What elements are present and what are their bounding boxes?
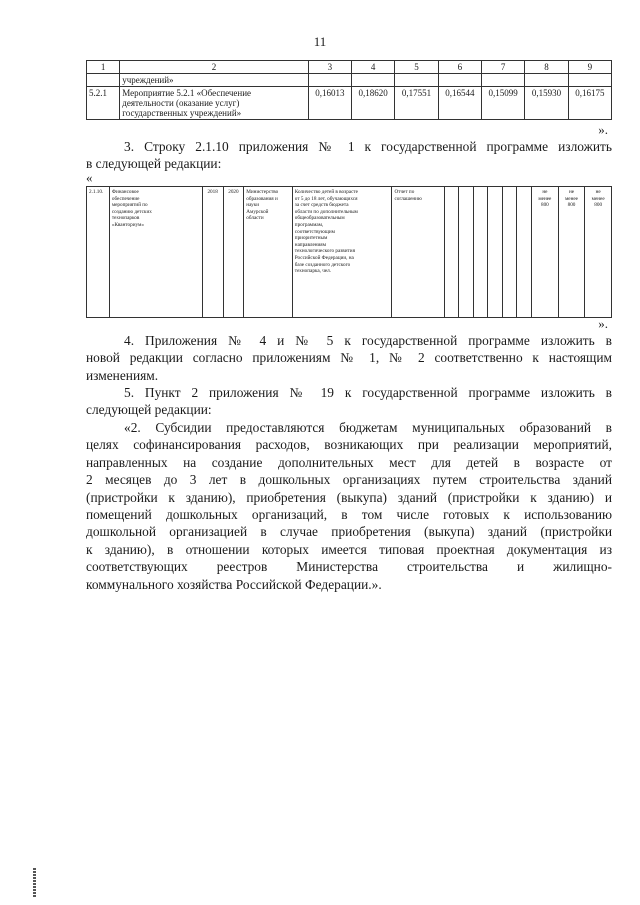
- value-cell: 0,18620: [352, 87, 395, 120]
- paragraph-3: 3. Строку 2.1.10 приложения № 1 к государственной программе изложить в следующей редакции:: [86, 139, 612, 172]
- opening-quote: «: [86, 170, 93, 185]
- header-cell: 6: [438, 61, 481, 74]
- header-cell: 1: [87, 61, 120, 74]
- year-end: 2020: [223, 187, 244, 318]
- target-value: не менее 800: [585, 187, 612, 318]
- paragraph-5: 5. Пункт 2 приложения № 19 к государственной программе изложить в следующей редакции:: [86, 385, 612, 418]
- program-row-table: [86, 186, 612, 318]
- header-cell: 7: [481, 61, 524, 74]
- header-cell: 9: [568, 61, 611, 74]
- header-cell: 3: [308, 61, 351, 74]
- target-value: не менее 800: [532, 187, 559, 318]
- value-cell: 0,16175: [568, 87, 611, 120]
- header-cell: 5: [395, 61, 438, 74]
- table-row: [87, 74, 612, 87]
- value-cell: 0,17551: [395, 87, 438, 120]
- value-cell: 0,15930: [525, 87, 568, 120]
- row-id: 5.2.1: [87, 87, 120, 120]
- row-id: 2.1.10.: [87, 187, 110, 318]
- indicator: Количество детей в возрасте от 5 до 18 лет, обучающихся за счет средств бюджета области по дополнительным общеобразовательным программам, соответствующим приоритетным направлениям технологического развития Российской Федерации, на базе созданного детского технопарка, чел.: [292, 187, 392, 318]
- paragraph-4: 4. Приложения № 4 и № 5 к государственной программе изложить в новой редакции согласно приложениям № 1, № 2 соответственно к настоящим изменениям.: [86, 333, 612, 383]
- table-row: [87, 187, 612, 318]
- value-cell: 0,16544: [438, 87, 481, 120]
- row-name: Мероприятие 5.2.1 «Обеспечение деятельности (оказание услуг) государственных учреждений»: [120, 87, 308, 120]
- closing-quote: ».: [598, 122, 608, 137]
- continuation-text: учреждений»: [120, 74, 308, 87]
- closing-quote: ».: [598, 316, 608, 331]
- header-cell: 8: [525, 61, 568, 74]
- scan-margin-mark: [33, 868, 36, 898]
- header-cell: 4: [352, 61, 395, 74]
- value-cell: 0,16013: [308, 87, 351, 120]
- year-start: 2018: [202, 187, 223, 318]
- funding-table: [86, 60, 612, 120]
- table-row: [87, 87, 612, 120]
- quoted-paragraph: «2. Субсидии предоставляются бюджетам муниципальных образований в целях софинансирования расходов, возникающих при реализации мероприятий, направленных на создание дополнительных мест для детей в возрасте от 2 месяцев до 3 лет в дошкольных организациях путем строительства зданий (пристройки к зданию), приобретения (выкупа) зданий (пристройки к зданию) и помещений дошкольных организаций, в том числе готовых к использованию дошкольной организацией в случае приобретения (выкупа) зданий (пристройки к зданию), в отношении которых имеется типовая проектная документация из соответствующих реестров Министерства строительства и жилищно- коммунального хозяйства Российской Федерации.».: [86, 420, 612, 592]
- header-cell: 2: [120, 61, 308, 74]
- report-type: Отчет по соглашению: [392, 187, 444, 318]
- value-cell: 0,15099: [481, 87, 524, 120]
- target-value: не менее 800: [558, 187, 585, 318]
- executor: Министерство образования и науки Амурской области: [244, 187, 293, 318]
- page-number: 11: [313, 34, 327, 49]
- table-header-row: [87, 61, 612, 74]
- measure-name: Финансовое обеспечение мероприятий по созданию детских технопарков «Кванториум»: [109, 187, 202, 318]
